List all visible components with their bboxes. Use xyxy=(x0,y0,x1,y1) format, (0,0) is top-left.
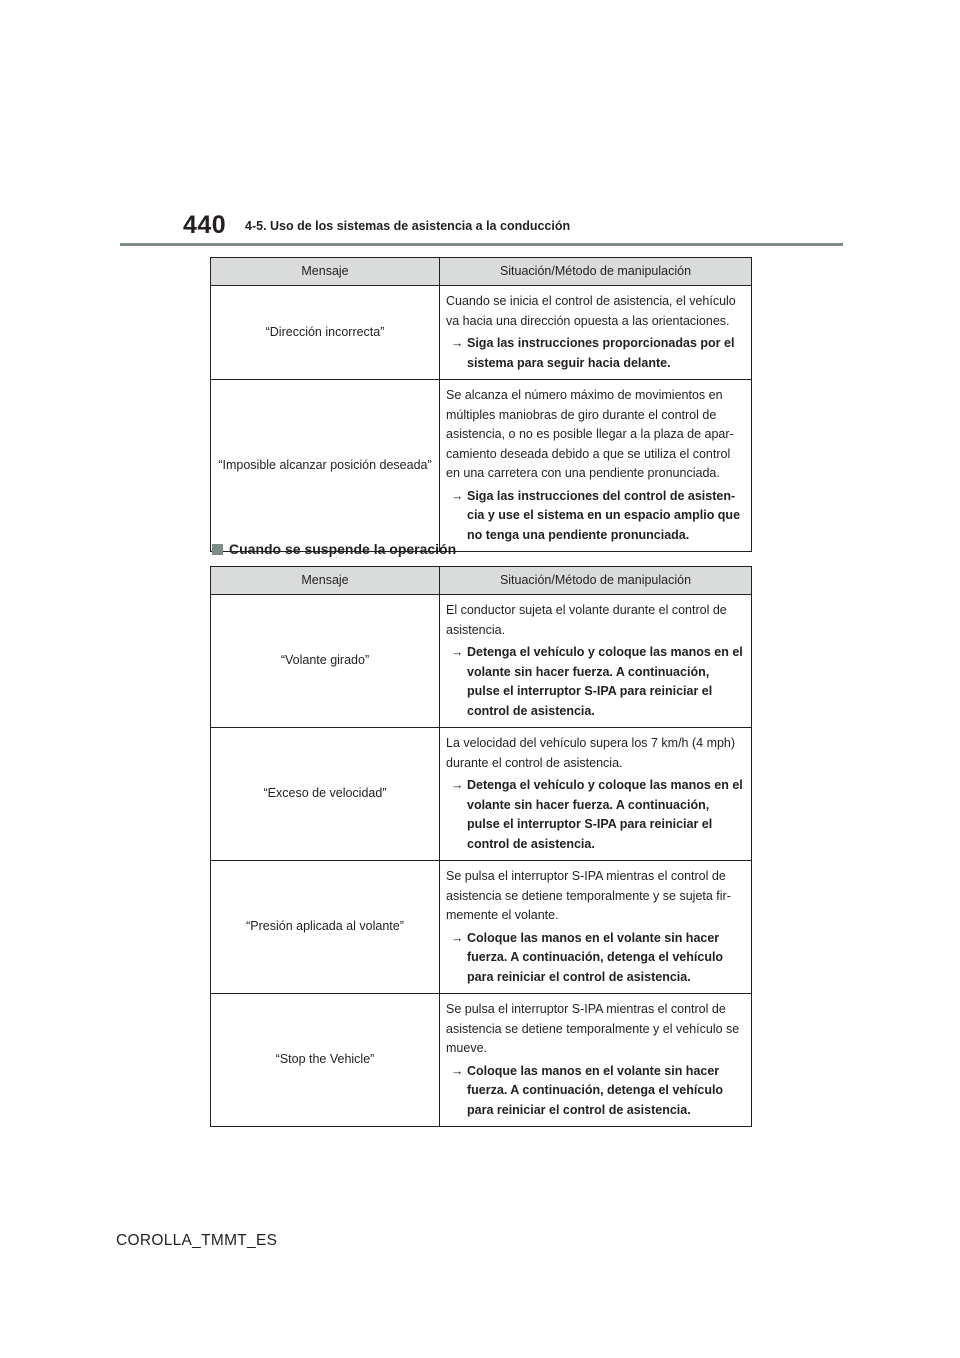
column-header-message: Mensaje xyxy=(211,258,440,286)
situation-text: Se alcanza el número máximo de movimientos en múltiples maniobras de giro durante el control de asistencia, o no es posible llegar a la plaza de apar-camiento deseada debido a que se utiliza el control en una carretera con una pendiente pronunciada. xyxy=(446,388,734,480)
table-row xyxy=(211,595,752,728)
situation-cell xyxy=(440,994,752,1127)
action-label: Siga las instrucciones del control de asisten-cia y use el sistema en un espacio amplio que no tenga una pendiente pronunciada. xyxy=(467,488,741,542)
table-row xyxy=(211,380,752,552)
arrow-right-icon: → xyxy=(451,645,464,659)
situation-text: Se pulsa el interruptor S-IPA mientras el control de asistencia se detiene temporalmente y se sujeta fir-memente el volante. xyxy=(446,869,731,922)
message-cell: “Dirección incorrecta” xyxy=(211,286,440,380)
table-header-row xyxy=(211,567,752,595)
action-label: Detenga el vehículo y coloque las manos en el volante sin hacer fuerza. A continuación, pulse el interruptor S-IPA para reiniciar el control de asistencia. xyxy=(467,778,743,851)
situation-text: Cuando se inicia el control de asistencia, el vehículo va hacia una dirección opuesta a las orientaciones. xyxy=(446,294,736,328)
arrow-right-icon: → xyxy=(451,336,464,350)
situation-cell xyxy=(440,380,752,552)
messages-table-1 xyxy=(210,257,752,552)
situation-cell xyxy=(440,286,752,380)
table-row xyxy=(211,286,752,380)
message-cell: “Volante girado” xyxy=(211,595,440,728)
action-text xyxy=(446,487,745,546)
action-text xyxy=(446,929,745,988)
situation-text: Se pulsa el interruptor S-IPA mientras el control de asistencia se detiene temporalmente y el vehículo se mueve. xyxy=(446,1002,740,1055)
square-bullet-icon xyxy=(212,544,223,555)
situation-text: El conductor sujeta el volante durante el control de asistencia. xyxy=(446,603,727,637)
messages-table-2 xyxy=(210,566,752,1127)
action-text xyxy=(446,776,745,854)
table-row xyxy=(211,994,752,1127)
subheading xyxy=(212,541,456,557)
situation-cell xyxy=(440,728,752,861)
message-cell: “Stop the Vehicle” xyxy=(211,994,440,1127)
table-row xyxy=(211,861,752,994)
message-cell: “Presión aplicada al volante” xyxy=(211,861,440,994)
arrow-right-icon: → xyxy=(451,488,464,503)
situation-cell xyxy=(440,861,752,994)
footer-model-code: COROLLA_TMMT_ES xyxy=(116,1232,278,1249)
situation-text: La velocidad del vehículo supera los 7 km/h (4 mph) durante el control de asistencia. xyxy=(446,736,736,770)
header-rule xyxy=(120,243,843,246)
action-label: Siga las instrucciones proporcionadas por el sistema para seguir hacia delante. xyxy=(467,336,735,370)
action-text xyxy=(446,334,745,373)
message-cell: “Exceso de velocidad” xyxy=(211,728,440,861)
action-text xyxy=(446,643,745,721)
situation-cell xyxy=(440,595,752,728)
action-label: Detenga el vehículo y coloque las manos en el volante sin hacer fuerza. A continuación, pulse el interruptor S-IPA para reiniciar el control de asistencia. xyxy=(467,645,743,718)
table-row xyxy=(211,728,752,861)
arrow-right-icon: → xyxy=(451,778,464,792)
action-text xyxy=(446,1062,745,1121)
column-header-message: Mensaje xyxy=(211,567,440,595)
arrow-right-icon: → xyxy=(451,930,464,945)
table-header-row xyxy=(211,258,752,286)
message-cell: “Imposible alcanzar posición deseada” xyxy=(211,380,440,552)
subheading-label: Cuando se suspende la operación xyxy=(229,541,457,557)
column-header-situation: Situación/Método de manipulación xyxy=(440,258,752,286)
action-label: Coloque las manos en el volante sin hacer fuerza. A continuación, detenga el vehículo para reiniciar el control de asistencia. xyxy=(467,1063,724,1117)
column-header-situation: Situación/Método de manipulación xyxy=(440,567,752,595)
page-number: 440 xyxy=(183,211,227,239)
action-label: Coloque las manos en el volante sin hacer fuerza. A continuación, detenga el vehículo para reiniciar el control de asistencia. xyxy=(467,930,724,984)
section-title: 4-5. Uso de los sistemas de asistencia a la conducción xyxy=(245,219,571,233)
arrow-right-icon: → xyxy=(451,1063,464,1078)
